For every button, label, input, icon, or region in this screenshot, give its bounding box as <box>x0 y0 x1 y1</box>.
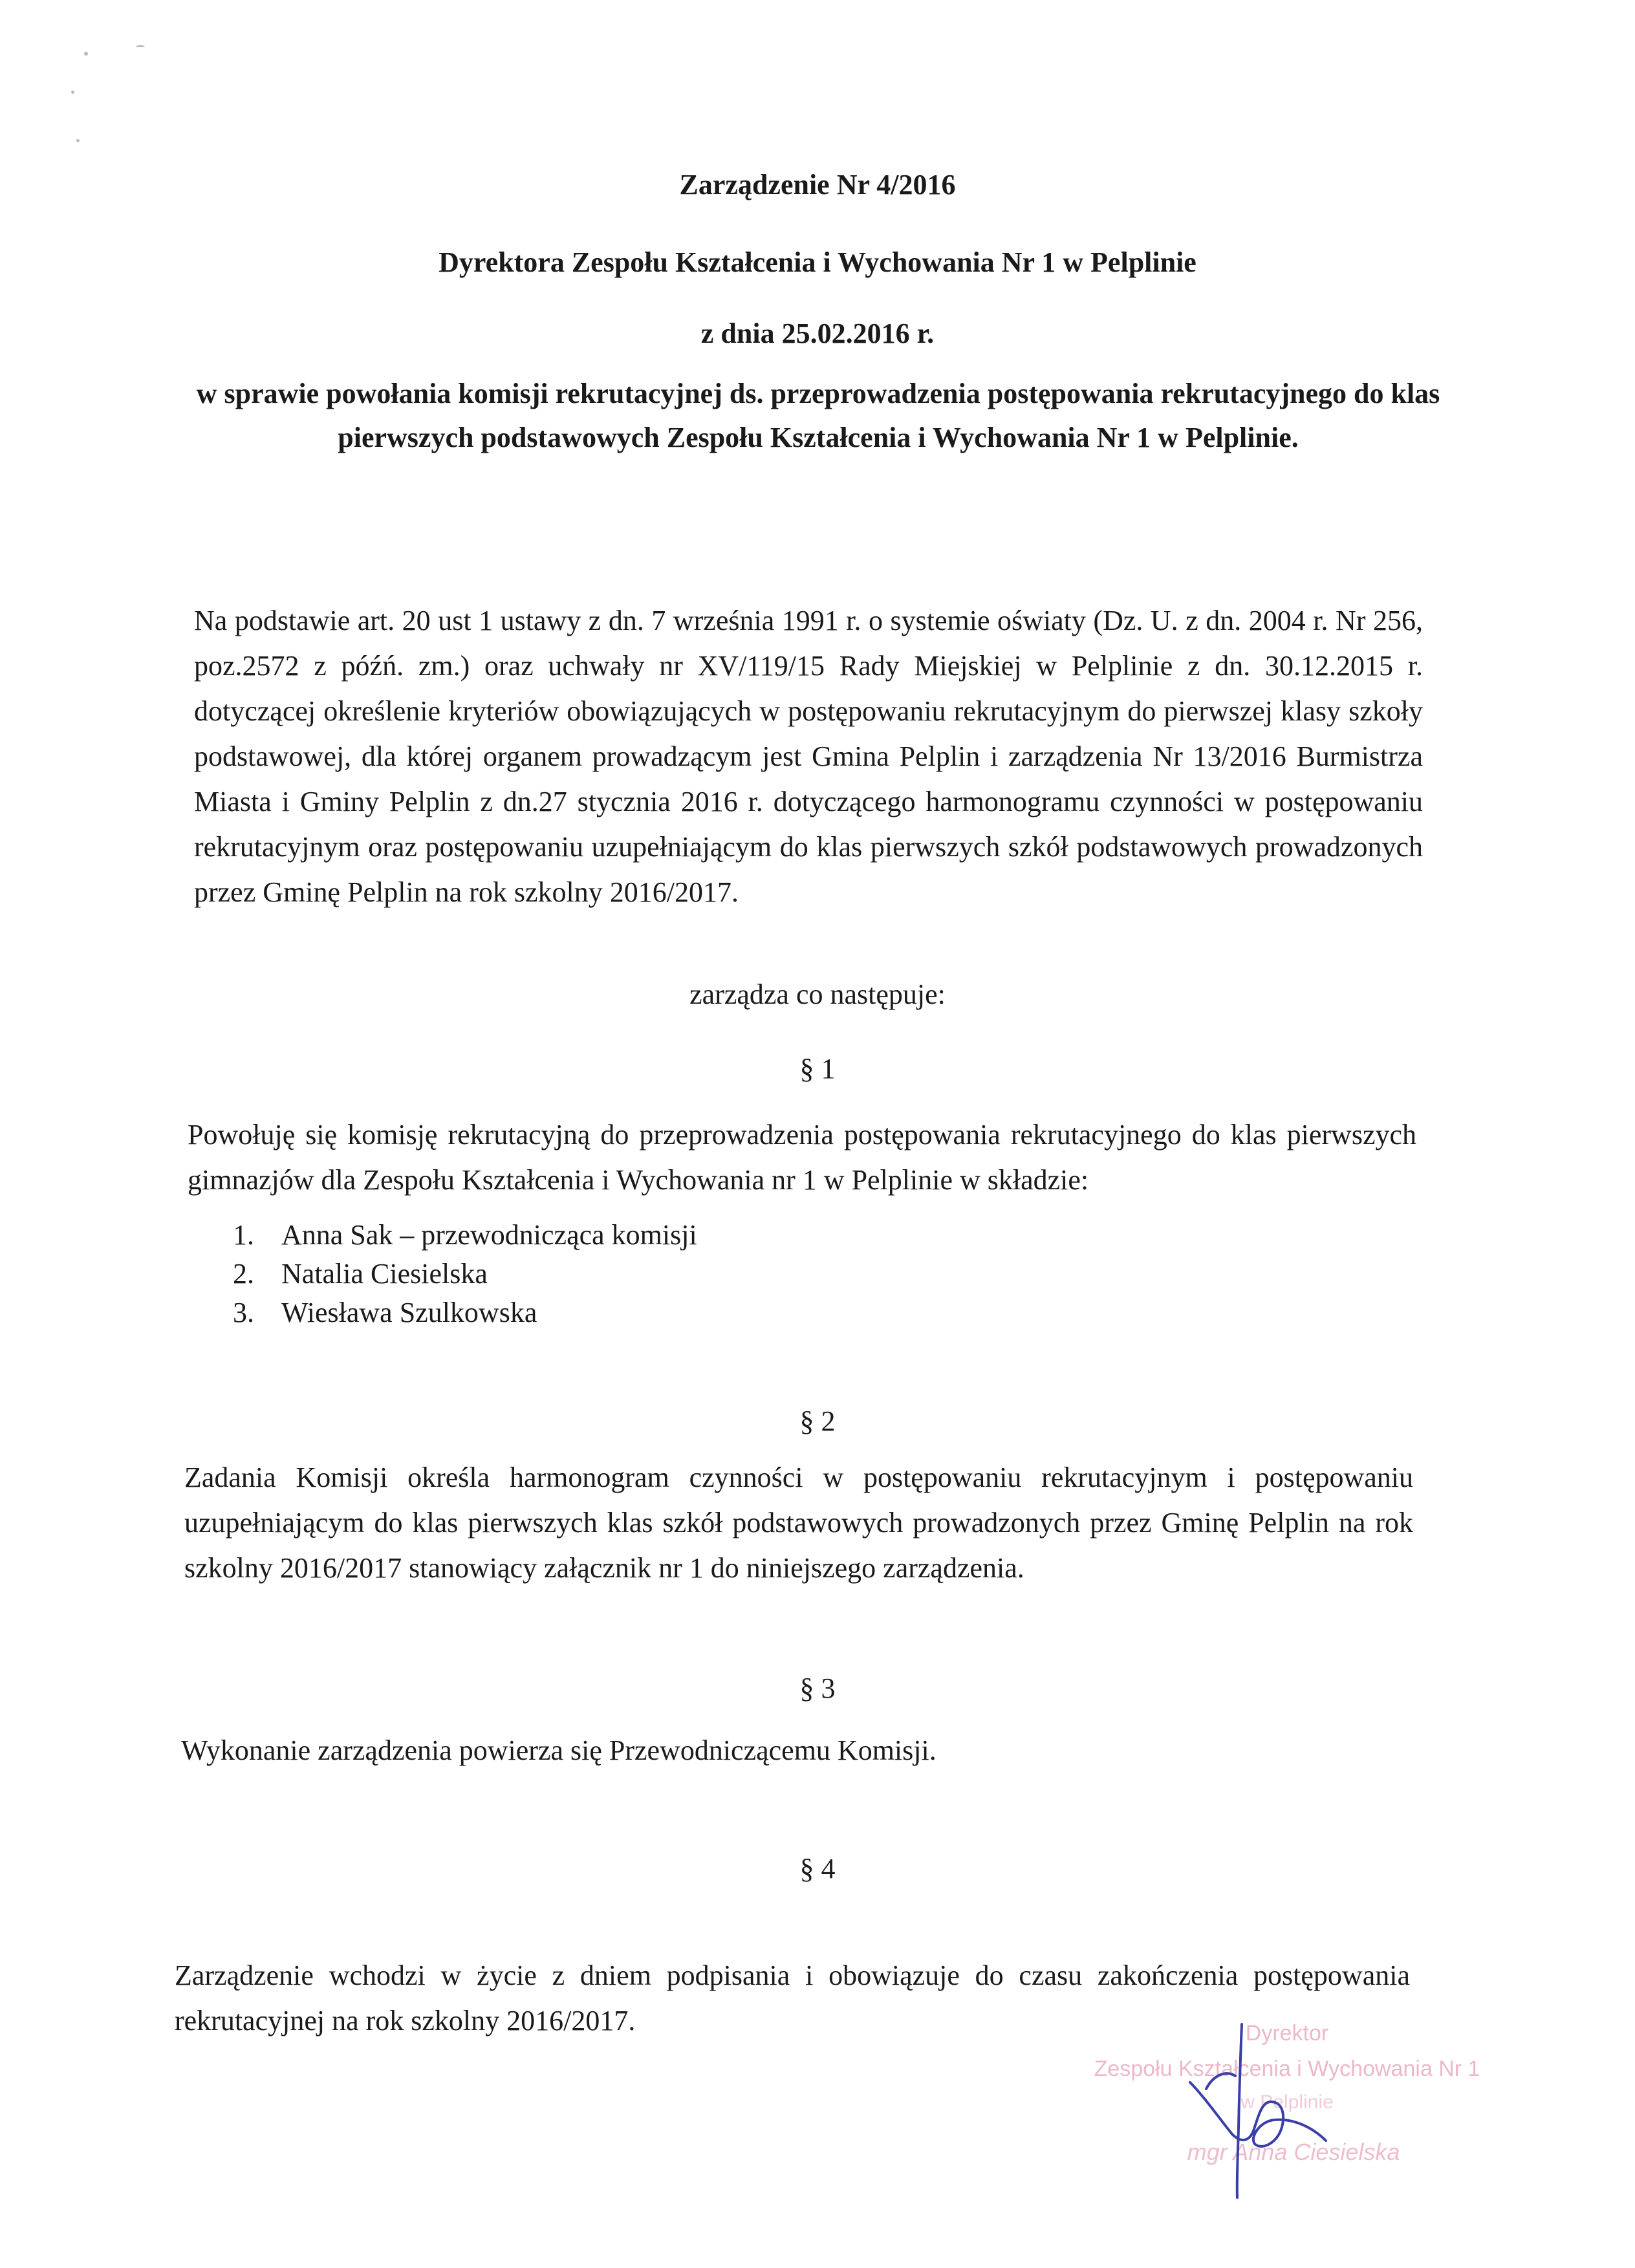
list-item <box>233 1293 697 1332</box>
svg-text:mgr Anna Ciesielska: mgr Anna Ciesielska <box>1187 2139 1400 2165</box>
committee-members-list <box>233 1216 697 1332</box>
section-2-text: Zadania Komisji określa harmonogram czynności w postępowaniu rekrutacyjnym i postępowaniu uzupełniającym do klas pierwszych klas szkół podstawowych prowadzonych przez Gminę Pelplin na rok szkolny 2016/2017 stanowiący załącznik nr 1 do niniejszego zarządzenia. <box>184 1462 1413 1584</box>
legal-basis-paragraph: Na podstawie art. 20 ust 1 ustawy z dn. 7 września 1991 r. o systemie oświaty (Dz. U. z dn. 2004 r. Nr 256, poz.2572 z późń. zm.) oraz uchwały nr XV/119/15 Rady Miejskiej w Pelplinie z dn. 30.12.2015 r. dotyczącej określenie kryteriów obowiązujących w postępowaniu rekrutacyjnym do pierwszej klasy szkoły podstawowej, dla której organem prowadzącym jest Gmina Pelplin i zarządzenia Nr 13/2016 Burmistrza Miasta i Gminy Pelplin z dn.27 stycznia 2016 r. dotyczącego harmonogramu czynności w postępowaniu rekrutacyjnym oraz postępowaniu uzupełniającym do klas pierwszych szkół podstawowych prowadzonych przez Gminę Pelplin na rok szkolny 2016/2017. <box>194 605 1423 908</box>
scan-speck <box>76 139 80 142</box>
list-item <box>233 1216 697 1255</box>
scan-speck <box>84 52 88 56</box>
svg-text:Dyrektor: Dyrektor <box>1245 2021 1329 2046</box>
member-name: Natalia Ciesielska <box>281 1258 488 1290</box>
official-stamp-with-signature <box>1048 2005 1500 2199</box>
document-date: z dnia 25.02.2016 r. <box>700 318 935 349</box>
section-1-text: Powołuję się komisję rekrutacyjną do przeprowadzenia postępowania rekrutacyjnego do klas pierwszych gimnazjów dla Zespołu Kształcenia i Wychowania nr 1 w Pelplinie w składzie: <box>188 1119 1416 1196</box>
decree-line: zarządza co następuje: <box>689 978 946 1010</box>
scan-speck <box>71 91 74 94</box>
section-3-mark: § 3 <box>799 1672 836 1704</box>
section-4-mark: § 4 <box>799 1853 836 1885</box>
section-2-mark: § 2 <box>799 1405 836 1437</box>
list-item <box>233 1255 697 1293</box>
svg-text:Zespołu Kształcenia i Wychowan: Zespołu Kształcenia i Wychowania Nr 1 <box>1094 2057 1480 2081</box>
scan-speck <box>136 45 145 47</box>
member-number: 1. <box>233 1219 254 1251</box>
document-title: Zarządzenie Nr 4/2016 <box>679 169 956 200</box>
section-1-mark: § 1 <box>799 1053 836 1085</box>
member-name: Anna Sak – przewodnicząca komisji <box>281 1219 697 1251</box>
member-number: 3. <box>233 1297 254 1328</box>
document-issuer: Dyrektora Zespołu Kształcenia i Wychowania Nr 1 w Pelplinie <box>439 246 1196 278</box>
svg-text:w Pelplinie: w Pelplinie <box>1240 2091 1334 2113</box>
member-name: Wiesława Szulkowska <box>281 1297 537 1328</box>
section-3-text: Wykonanie zarządzenia powierza się Przewodniczącemu Komisji. <box>181 1734 937 1766</box>
document-subject: w sprawie powołania komisji rekrutacyjnej ds. przeprowadzenia postępowania rekrutacyjnego do klas pierwszych podstawowych Zespołu Kształcenia i Wychowania Nr 1 w Pelplinie. <box>196 378 1440 453</box>
member-number: 2. <box>233 1258 254 1290</box>
section-4-text: Zarządzenie wchodzi w życie z dniem podpisania i obowiązuje do czasu zakończenia postępowania rekrutacyjnej na rok szkolny 2016/2017. <box>175 1960 1410 2036</box>
